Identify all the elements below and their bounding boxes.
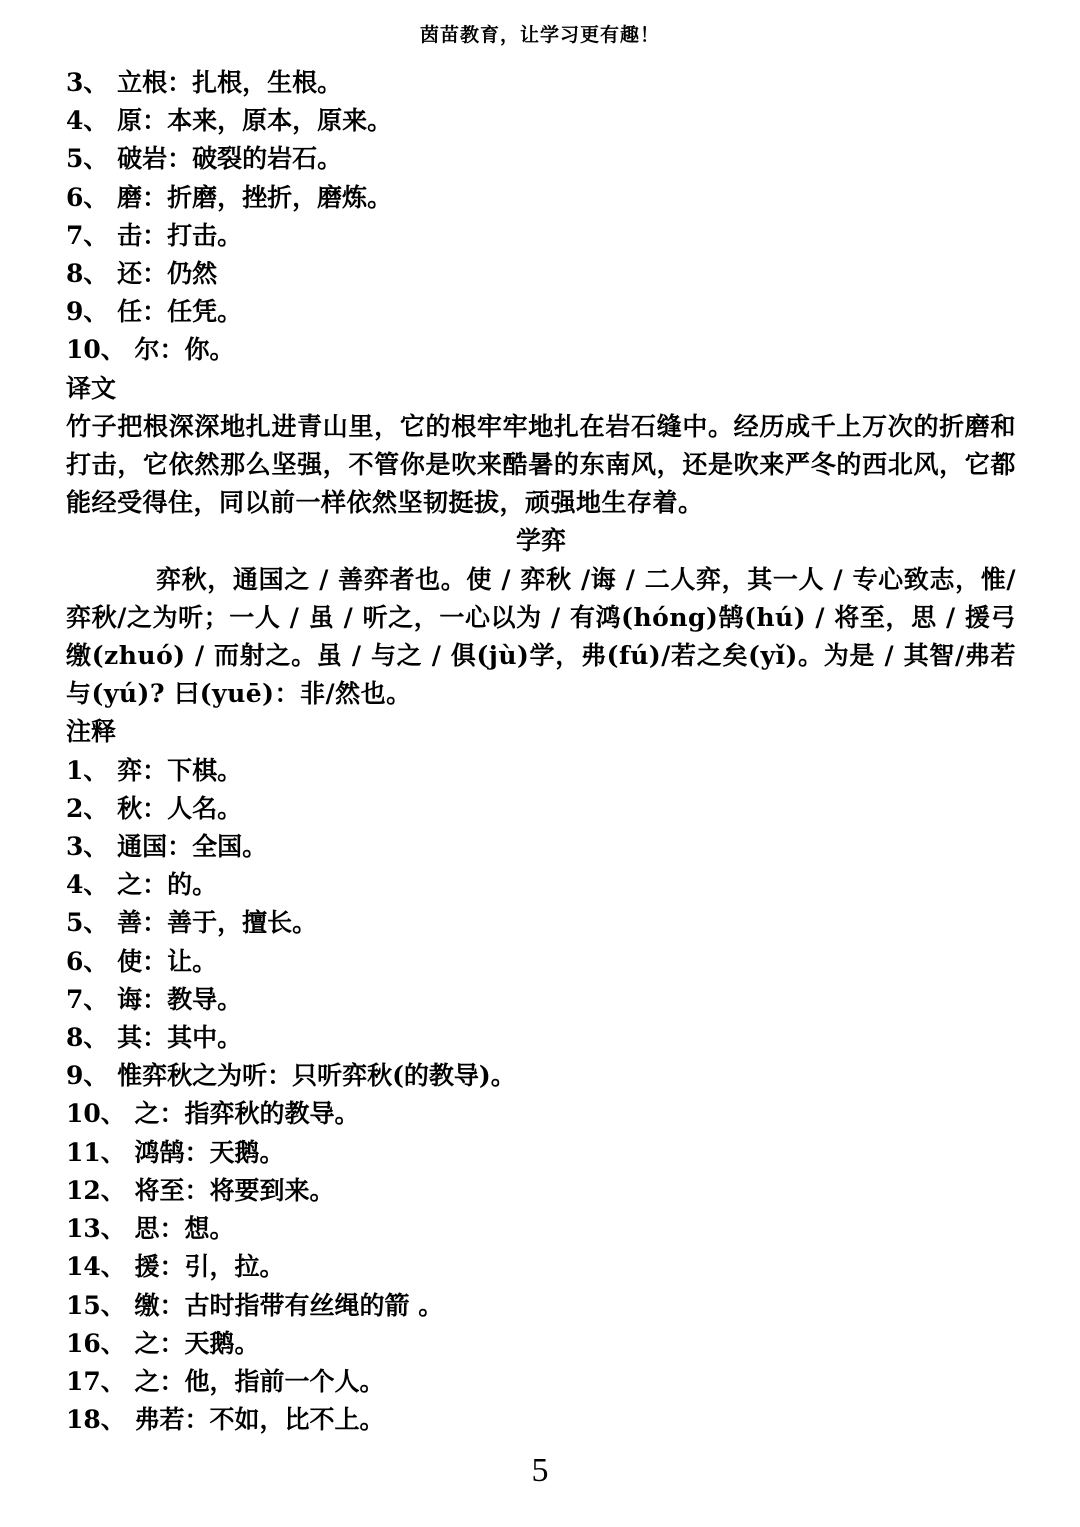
note-item: 14、 援：引，拉。	[66, 1252, 285, 1282]
note-item: 3、 立根：扎根，生根。	[66, 68, 343, 97]
notes-list-continued	[66, 64, 1016, 370]
note-item: 9、 任：任凭。	[66, 297, 243, 327]
note-item: 8、 还：仍然	[66, 259, 218, 289]
note-item: 4、 之：的。	[66, 870, 218, 900]
note-item: 6、 使：让。	[66, 946, 218, 976]
note-item: 5、 善：善于，擅长。	[66, 908, 318, 938]
note-item: 7、 击：打击。	[66, 220, 243, 250]
note-item: 2、 秋：人名。	[66, 793, 243, 823]
page-header: 茵苗教育，让学习更有趣！	[419, 24, 660, 46]
note-item: 10、 尔：你。	[66, 335, 235, 365]
note-item: 1、 弈：下棋。	[66, 755, 243, 785]
note-item: 7、 诲：教导。	[66, 984, 243, 1014]
note-item: 11、 鸿鹄：天鹅。	[66, 1137, 285, 1167]
page-content	[66, 64, 1016, 1439]
page-number: 5	[531, 1452, 549, 1489]
note-item: 13、 思：想。	[66, 1214, 235, 1244]
notes-heading: 注释	[66, 717, 117, 747]
note-item: 10、 之：指弈秋的教导。	[66, 1099, 360, 1129]
note-item: 4、 原：本来，原本，原来。	[66, 106, 393, 136]
note-item: 12、 将至：将要到来。	[66, 1175, 335, 1205]
note-item: 9、 惟弈秋之为听：只听弈秋(的教导)。	[66, 1061, 516, 1091]
note-item: 5、 破岩：破裂的岩石。	[66, 144, 343, 174]
poem-title: 学弈	[515, 526, 566, 556]
notes-list	[66, 752, 1016, 1440]
note-item: 15、 缴：古时指带有丝绳的箭 。	[66, 1290, 444, 1320]
poem-body: 弈秋，通国之 / 善弈者也。使 / 弈秋 /诲 / 二人弈，其一人 / 专心致志，惟/弈秋/之为听；一人 / 虽 / 听之，一心以为 / 有鸿(hóng)鹄(hú) / 将至，思 / 援弓缴(zhuó) / 而射之。虽 / 与之 / 俱(jù)学，弗(fú)/若之矣(yǐ)。为是 / 其智/弗若与(yú)? 曰(yuē)：非/然也。	[66, 564, 1016, 709]
note-item: 18、 弗若：不如，比不上。	[66, 1405, 385, 1435]
translation-body: 竹子把根深深地扎进青山里，它的根牢牢地扎在岩石缝中。经历成千上万次的折磨和打击，它依然那么坚强，不管你是吹来酷暑的东南风，还是吹来严冬的西北风，它都能经受得住，同以前一样依然坚韧挺拔，顽强地生存着。	[66, 411, 1016, 518]
note-item: 17、 之：他，指前一个人。	[66, 1366, 385, 1396]
note-item: 16、 之：天鹅。	[66, 1328, 260, 1358]
note-item: 3、 通国：全国。	[66, 832, 268, 862]
note-item: 8、 其：其中。	[66, 1023, 243, 1053]
translation-heading: 译文	[66, 373, 117, 403]
note-item: 6、 磨：折磨，挫折，磨炼。	[66, 182, 393, 212]
